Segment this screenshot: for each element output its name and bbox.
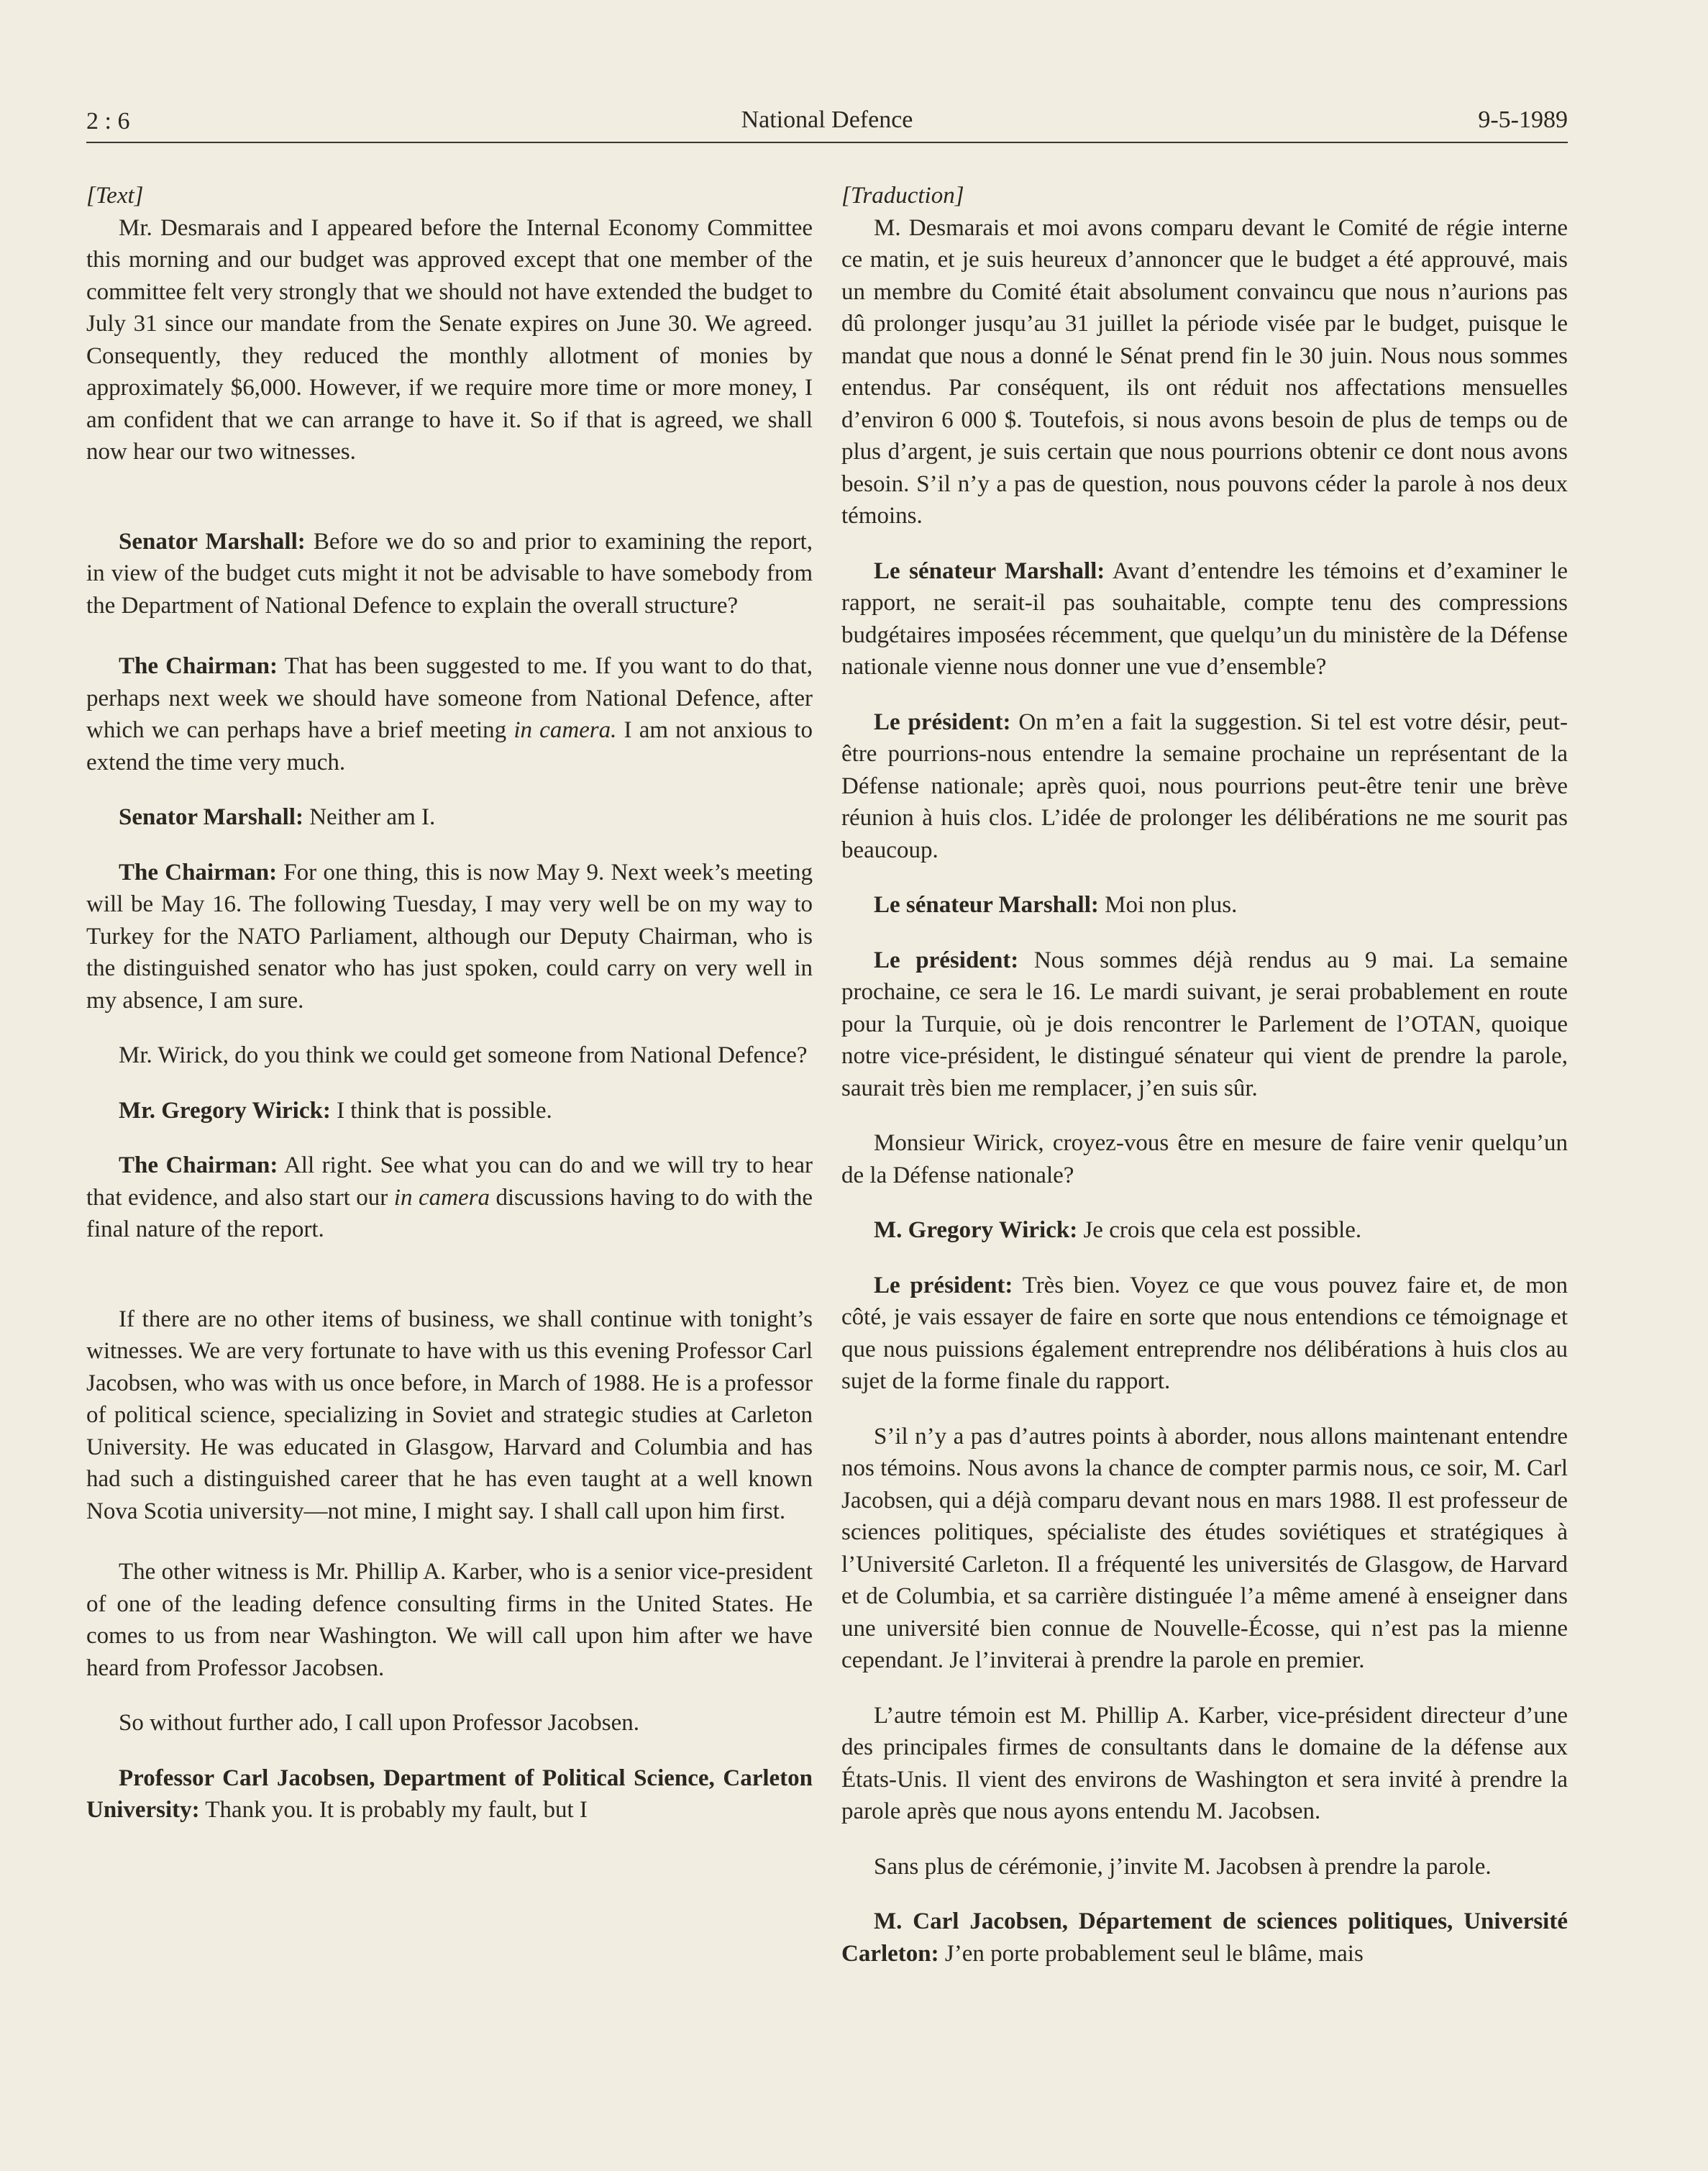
speaker-name: Senator Marshall: (119, 804, 303, 830)
paragraph-marshall-1-fr (841, 555, 1568, 683)
speech-text: J’en porte probablement seul le blâme, mais (939, 1940, 1364, 1967)
speaker-name: M. Carl Jacobsen, Département de sciences politiques, Université Carleton: (841, 1908, 1568, 1967)
speech-italic: in camera (393, 1184, 490, 1211)
paragraph-president-1-fr (841, 706, 1568, 867)
speech-text: All right. See what you can do and we will try to hear that evidence, and also start our (86, 1152, 813, 1211)
paragraph-budget-fr: M. Desmarais et moi avons comparu devant le Comité de régie interne ce matin, et je suis heureux d’annoncer que le budget a été approuvé, mais un membre du Comité était absolument convaincu que nous n’aurions pas dû prolonger jusqu’au 31 juillet la période visée par le budget, puisque le mandat que nous a donné le Sénat prend fin le 30 juin. Nous nous sommes entendus. Par conséquent, ils ont réduit nos affectations mensuelles d’environ 6 000 $. Toutefois, si nous avons besoin de plus de temps ou de plus d’argent, je suis certain que nous pourrions obtenir ce dont nous avons besoin. S’il n’y a pas de question, nous pouvons céder la parole à nos deux témoins. (841, 214, 1568, 529)
paragraph-witness-intro: If there are no other items of business, we shall continue with tonight’s witnesses. We are very fortunate to have with us this evening Professor Carl Jacobsen, who was with us once before, in March of 1988. He is a professor of political science, specializing in Soviet and strategic studies at Carleton University. He was educated in Glasgow, Harvard and Columbia and has had such a distinguished career that he has even taught at a well known Nova Scotia university—not mine, I might say. I shall call upon him first. (86, 1306, 813, 1524)
paragraph-marshall-1 (86, 526, 813, 622)
speaker-name: Le président: (874, 709, 1011, 735)
english-column (86, 180, 813, 1826)
header-date: 9-5-1989 (1478, 106, 1568, 133)
paragraph-marshall-2 (86, 801, 813, 834)
paragraph-call-upon-fr: Sans plus de cérémonie, j’invite M. Jacobsen à prendre la parole. (874, 1853, 1492, 1880)
text-tag: [Text] (86, 183, 144, 209)
paragraph-marshall-2-fr (841, 889, 1568, 921)
paragraph-jacobsen (86, 1762, 813, 1826)
paragraph-chairman-2 (86, 857, 813, 1017)
speaker-name: Le sénateur Marshall: (874, 557, 1105, 584)
speaker-name: The Chairman: (119, 1152, 278, 1178)
speaker-name: The Chairman: (119, 859, 278, 886)
paragraph-wirick-question-fr: Monsieur Wirick, croyez-vous être en mesure de faire venir quelqu’un de la Défense nationale? (841, 1130, 1568, 1188)
paragraph-wirick-question: Mr. Wirick, do you think we could get someone from National Defence? (119, 1042, 808, 1068)
paragraph-chairman-3 (86, 1150, 813, 1246)
speech-italic: in camera. (513, 717, 617, 743)
speech-text: On m’en a fait la suggestion. Si tel est votre désir, peut-être pourrions-nous entendre la semaine prochaine un représentant de la Défense nationale; après quoi, nous pourrions peut-être tenir une brève réunion à huis clos. L’idée de prolonger les délibérations ne me sourit pas beaucoup. (841, 709, 1568, 863)
paragraph-call-upon: So without further ado, I call upon Professor Jacobsen. (119, 1710, 640, 1736)
speech-text: Before we do so and prior to examining the report, in view of the budget cuts might it not be advisable to have somebody from the Department of National Defence to explain the overall structure? (86, 528, 813, 619)
paragraph-second-witness: The other witness is Mr. Phillip A. Karber, who is a senior vice-president of one of the leading defence consulting firms in the United States. He comes to us from near Washington. We will call upon him after we have heard from Professor Jacobsen. (86, 1559, 813, 1681)
paragraph-president-2-fr (841, 945, 1568, 1105)
speech-text: Nous sommes déjà rendus au 9 mai. La semaine prochaine, ce sera le 16. Le mardi suivant, je serai probablement en route pour la Turquie, où je dois rencontrer le Parlement de l’OTAN, quoique notre vice-président, le distingué sénateur qui vient de prendre la parole, saurait très bien me remplacer, j’en suis sûr. (841, 947, 1568, 1101)
speech-text: I think that is possible. (330, 1097, 552, 1124)
page-header (86, 101, 1568, 144)
speech-text: I am not anxious to extend the time very much. (86, 717, 813, 775)
paragraph-jacobsen-fr (841, 1906, 1568, 1970)
traduction-tag: [Traduction] (841, 183, 964, 209)
running-title: National Defence (741, 106, 913, 133)
speaker-name: Le sénateur Marshall: (874, 892, 1099, 918)
paragraph-budget: Mr. Desmarais and I appeared before the Internal Economy Committee this morning and our budget was approved except that one member of the committee felt very strongly that we should not have extended the budget to July 31 since our mandate from the Senate expires on June 30. We agreed. Consequently, they reduced the monthly allotment of monies by approximately $6,000. However, if we require more time or more money, I am confident that we can arrange to have it. So if that is agreed, we shall now hear our two witnesses. (86, 214, 813, 465)
header-rule (86, 142, 1568, 143)
speech-text: Moi non plus. (1098, 892, 1238, 918)
speech-text: For one thing, this is now May 9. Next week’s meeting will be May 16. The following Tuesday, I may very well be on my way to Turkey for the NATO Parliament, although our Deputy Chairman, who is the distinguished senator who has just spoken, could carry on very well in my absence, I am sure. (86, 859, 813, 1014)
page-number: 2 : 6 (86, 108, 130, 135)
speaker-name: Mr. Gregory Wirick: (119, 1097, 331, 1124)
speech-text: Avant d’entendre les témoins et d’examiner le rapport, ne serait-il pas souhaitable, compte tenu des compressions budgétaires imposées récemment, que quelqu’un du ministère de la Défense nationale vienne nous donner une vue d’ensemble? (841, 557, 1568, 680)
paragraph-wirick-reply-fr (841, 1214, 1568, 1247)
paragraph-witness-intro-fr: S’il n’y a pas d’autres points à aborder, nous allons maintenant entendre nos témoins. Nous avons la chance de compter parmis nous, ce soir, M. Carl Jacobsen, qui a déjà comparu devant nous en mars 1988. Il est professeur de sciences politiques, spécialiste des études soviétiques et stratégiques à l’Université Carleton. Il a fréquenté les universités de Glasgow, de Harvard et de Columbia, et sa carrière distinguée l’a même amené à enseigner dans une université bien connue de Nouvelle-Écosse, qui n’est pas la mienne cependant. Je l’inviterai à prendre la parole en premier. (841, 1423, 1568, 1673)
speaker-name: M. Gregory Wirick: (874, 1217, 1078, 1243)
speaker-name: Le président: (874, 947, 1019, 973)
speaker-name: Senator Marshall: (119, 528, 306, 555)
speech-text: Neither am I. (303, 804, 436, 830)
speech-text: That has been suggested to me. If you want to do that, perhaps next week we should have someone from National Defence, after which we can perhaps have a brief meeting (86, 653, 813, 743)
paragraph-wirick-reply (86, 1095, 813, 1127)
speech-text: Je crois que cela est possible. (1077, 1217, 1362, 1243)
speaker-name: Professor Carl Jacobsen, Department of Political Science, Carleton University: (86, 1765, 813, 1823)
speaker-name: The Chairman: (119, 653, 278, 679)
french-column (841, 180, 1568, 1970)
speaker-name: Le président: (874, 1272, 1013, 1298)
speech-text: Thank you. It is probably my fault, but I (199, 1797, 588, 1823)
speech-text: discussions having to do with the final nature of the report. (86, 1184, 813, 1242)
paragraph-chairman-1 (86, 650, 813, 778)
paragraph-president-3-fr (841, 1270, 1568, 1398)
speech-text: Très bien. Voyez ce que vous pouvez faire et, de mon côté, je vais essayer de faire en sorte que nous entendions ce témoignage et que nous puissions également entreprendre nos délibérations à huis clos au sujet de la forme finale du rapport. (841, 1272, 1568, 1394)
paragraph-second-witness-fr: L’autre témoin est M. Phillip A. Karber, vice-président directeur d’une des principales firmes de consultants dans le domaine de la défense aux États-Unis. Il vient des environs de Washington et sera invité à prendre la parole après que nous ayons entendu M. Jacobsen. (841, 1702, 1568, 1824)
